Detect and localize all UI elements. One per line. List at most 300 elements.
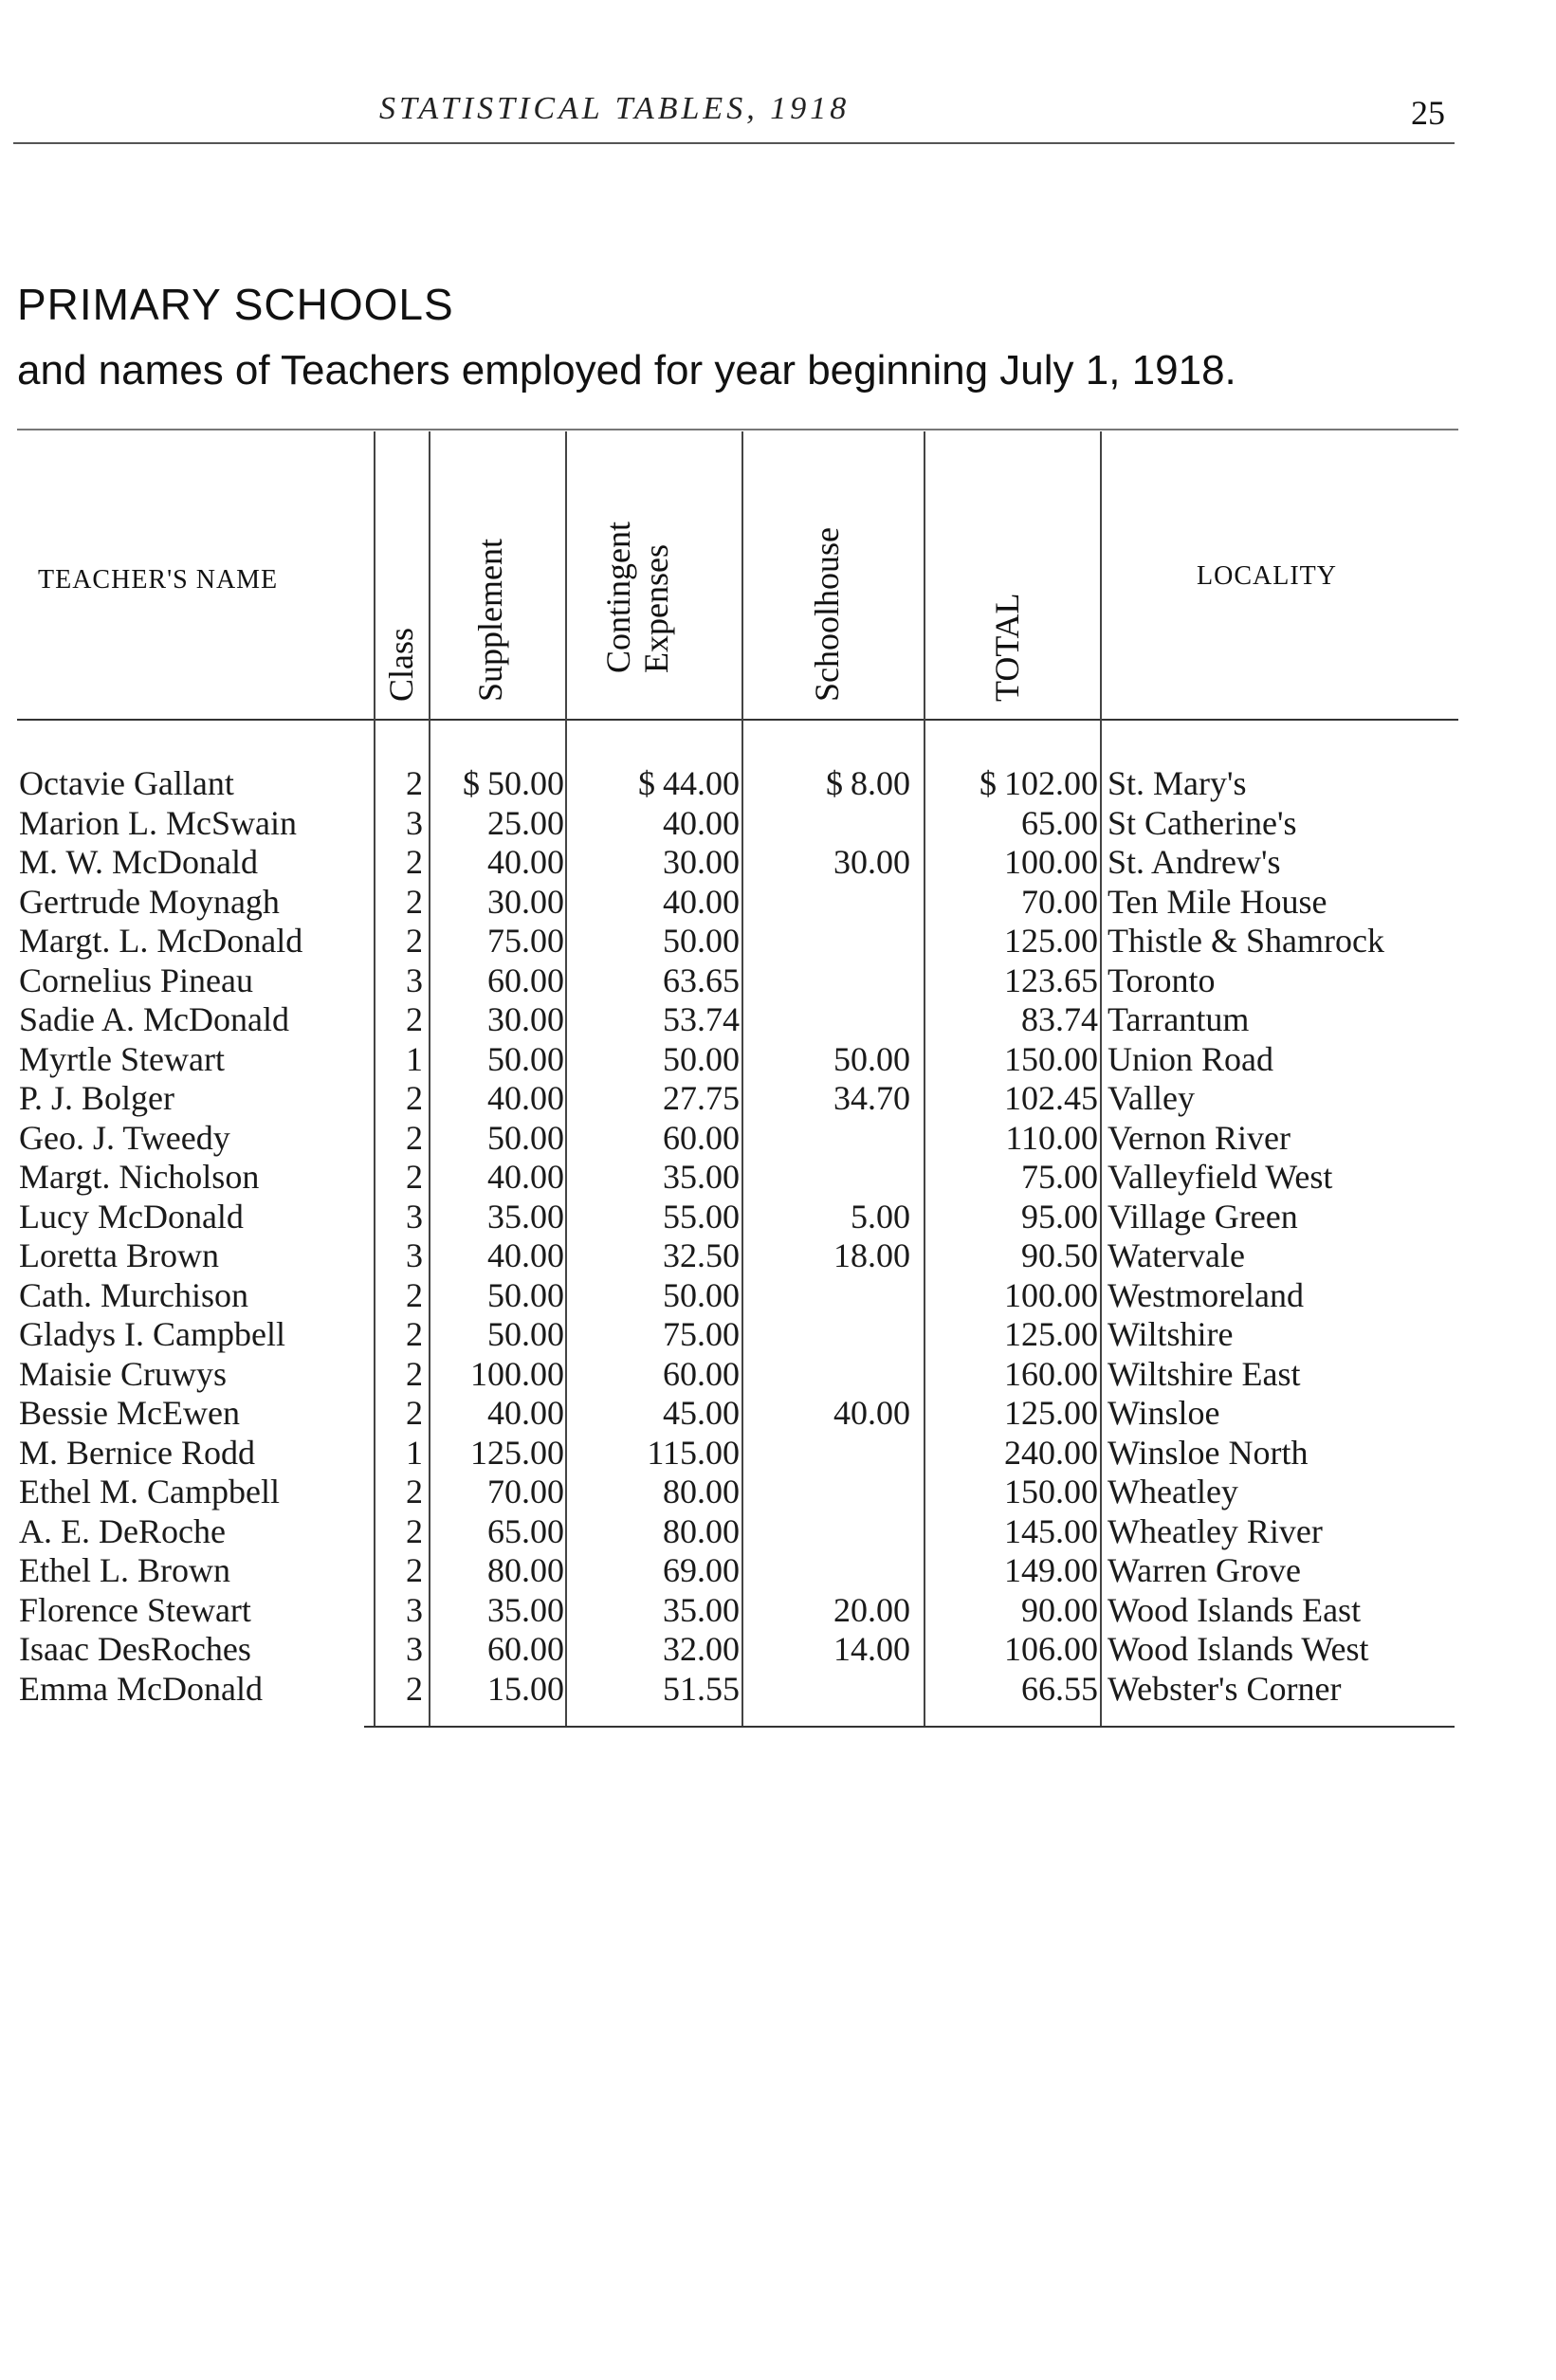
contingent-value — [569, 1512, 740, 1552]
teacher-name-text: M. W. McDonald — [19, 843, 258, 881]
table-row — [0, 843, 1556, 883]
class-value — [381, 961, 423, 1001]
dollar-sign: $ — [979, 764, 997, 802]
supplement-value — [431, 1434, 564, 1474]
locality-name-text: St Catherine's — [1108, 803, 1297, 842]
class-value — [381, 804, 423, 844]
class-value — [381, 1315, 423, 1355]
total-value — [918, 1630, 1098, 1670]
locality-name-text: Wheatley — [1108, 1473, 1238, 1510]
teacher-name — [19, 1355, 372, 1395]
total-value — [918, 1670, 1098, 1710]
supplement-value-text: 40.00 — [487, 1079, 564, 1117]
contingent-value-text: 60.00 — [663, 1354, 740, 1393]
contingent-value-text: 115.00 — [647, 1433, 740, 1472]
column-header-class: Class — [382, 627, 420, 702]
total-value-text: 145.00 — [1004, 1511, 1098, 1550]
contingent-value — [569, 1158, 740, 1198]
locality-name-text: Toronto — [1108, 961, 1216, 999]
supplement-value — [431, 1158, 564, 1198]
contingent-value — [569, 1473, 740, 1512]
supplement-value — [431, 1079, 564, 1119]
total-value — [918, 883, 1098, 923]
schoolhouse-value — [749, 1630, 910, 1670]
class-value-text: 1 — [406, 1433, 423, 1472]
teacher-name — [19, 922, 372, 961]
teacher-name — [19, 804, 372, 844]
column-header-expenses: Expenses — [637, 544, 675, 673]
teacher-name-text: Maisie Cruwys — [19, 1354, 227, 1393]
teacher-name-text: Myrtle Stewart — [19, 1039, 225, 1078]
total-value — [918, 1551, 1098, 1591]
supplement-value-text: 40.00 — [487, 1394, 564, 1432]
contingent-value — [569, 804, 740, 844]
teacher-name-text: Margt. L. McDonald — [19, 922, 303, 960]
total-value — [918, 1119, 1098, 1159]
supplement-value-text: 65.00 — [487, 1511, 564, 1550]
total-value — [918, 961, 1098, 1001]
locality-name-text: Wood Islands West — [1108, 1630, 1369, 1668]
total-value-text: 66.55 — [1021, 1669, 1098, 1708]
teacher-name — [19, 1158, 372, 1198]
locality-name — [1108, 922, 1468, 961]
teacher-name — [19, 843, 372, 883]
column-header-teacher: TEACHER'S NAME — [38, 565, 279, 595]
schoolhouse-value-text: 8.00 — [851, 764, 910, 802]
teacher-name — [19, 1670, 372, 1710]
class-value-text: 2 — [406, 1394, 423, 1432]
supplement-value-text: 35.00 — [487, 1590, 564, 1629]
teacher-name — [19, 1630, 372, 1670]
teacher-name — [19, 1079, 372, 1119]
contingent-value-text: 50.00 — [663, 1039, 740, 1078]
class-value-text: 2 — [406, 1079, 423, 1117]
class-value-text: 2 — [406, 1473, 423, 1510]
class-value — [381, 1158, 423, 1198]
schoolhouse-value — [749, 1394, 910, 1434]
contingent-value — [569, 764, 740, 804]
teacher-name-text: Ethel M. Campbell — [19, 1473, 280, 1510]
total-value — [918, 1315, 1098, 1355]
class-value — [381, 1040, 423, 1080]
total-value-text: 70.00 — [1021, 882, 1098, 921]
supplement-value-text: 50.00 — [487, 764, 564, 802]
supplement-value — [431, 1670, 564, 1710]
class-value-text: 2 — [406, 764, 423, 802]
total-value — [918, 1000, 1098, 1040]
contingent-value-text: 80.00 — [663, 1511, 740, 1550]
class-value-text: 2 — [406, 843, 423, 881]
table-row — [0, 1512, 1556, 1552]
total-value — [918, 843, 1098, 883]
contingent-value-text: 69.00 — [663, 1551, 740, 1589]
locality-name-text: Union Road — [1108, 1039, 1273, 1078]
class-value-text: 2 — [406, 1551, 423, 1589]
schoolhouse-value-text: 18.00 — [833, 1236, 910, 1274]
teacher-name — [19, 883, 372, 923]
teacher-name-text: Margt. Nicholson — [19, 1158, 260, 1196]
table-body — [0, 764, 1556, 1709]
schoolhouse-value-text: 5.00 — [851, 1197, 910, 1236]
locality-name — [1108, 1315, 1468, 1355]
teacher-name-text: P. J. Bolger — [19, 1079, 175, 1117]
total-value — [918, 1040, 1098, 1080]
page-number: 25 — [1411, 94, 1445, 132]
total-value-text: 125.00 — [1004, 1394, 1098, 1432]
supplement-value-text: 60.00 — [487, 1630, 564, 1668]
contingent-value — [569, 1591, 740, 1631]
teacher-name-text: Octavie Gallant — [19, 764, 234, 802]
table-header-rule — [17, 719, 1458, 721]
total-value — [918, 804, 1098, 844]
teacher-name — [19, 1276, 372, 1316]
teacher-name-text: Lucy McDonald — [19, 1197, 244, 1236]
locality-name — [1108, 764, 1468, 804]
supplement-value-text: 40.00 — [487, 1158, 564, 1196]
class-value — [381, 1079, 423, 1119]
supplement-value — [431, 1000, 564, 1040]
column-header-contingent-expenses — [599, 522, 675, 673]
supplement-value-text: 30.00 — [487, 1000, 564, 1038]
total-value — [918, 1158, 1098, 1198]
table-row — [0, 1551, 1556, 1591]
schoolhouse-value-text: 14.00 — [833, 1630, 910, 1668]
total-value-text: 90.50 — [1021, 1236, 1098, 1274]
locality-name — [1108, 1512, 1468, 1552]
supplement-value — [431, 1512, 564, 1552]
header-rule — [13, 142, 1455, 144]
supplement-value — [431, 843, 564, 883]
schoolhouse-value — [749, 843, 910, 883]
contingent-value — [569, 1355, 740, 1395]
schoolhouse-value-text: 20.00 — [833, 1590, 910, 1629]
total-value — [918, 1276, 1098, 1316]
contingent-value-text: 63.65 — [663, 961, 740, 999]
class-value-text: 2 — [406, 1000, 423, 1038]
class-value — [381, 764, 423, 804]
supplement-value — [431, 961, 564, 1001]
contingent-value-text: 75.00 — [663, 1315, 740, 1353]
locality-name — [1108, 843, 1468, 883]
total-value-text: 100.00 — [1004, 843, 1098, 881]
locality-name-text: Wheatley River — [1108, 1511, 1323, 1550]
supplement-value-text: 60.00 — [487, 961, 564, 999]
total-value-text: 150.00 — [1004, 1039, 1098, 1078]
contingent-value — [569, 1434, 740, 1474]
contingent-value-text: 45.00 — [663, 1394, 740, 1432]
contingent-value-text: 32.50 — [663, 1236, 740, 1274]
class-value — [381, 1355, 423, 1395]
locality-name-text: Wiltshire — [1108, 1315, 1234, 1353]
locality-name — [1108, 1079, 1468, 1119]
locality-name — [1108, 1434, 1468, 1474]
supplement-value-text: 70.00 — [487, 1473, 564, 1510]
page-subtitle: and names of Teachers employed for year beginning July 1, 1918. — [17, 347, 1236, 394]
locality-name — [1108, 1551, 1468, 1591]
locality-name-text: St. Mary's — [1108, 764, 1247, 802]
class-value-text: 2 — [406, 1315, 423, 1353]
supplement-value-text: 80.00 — [487, 1551, 564, 1589]
class-value-text: 2 — [406, 1511, 423, 1550]
column-header-total: TOTAL — [988, 593, 1026, 702]
total-value-text: 240.00 — [1004, 1433, 1098, 1472]
table-row — [0, 1630, 1556, 1670]
total-value — [918, 764, 1098, 804]
class-value — [381, 1198, 423, 1237]
class-value — [381, 1276, 423, 1316]
dollar-sign: $ — [826, 764, 843, 802]
contingent-value — [569, 883, 740, 923]
total-value — [918, 1473, 1098, 1512]
class-value-text: 3 — [406, 1630, 423, 1668]
total-value-text: 110.00 — [1005, 1118, 1098, 1157]
class-value-text: 2 — [406, 1354, 423, 1393]
supplement-value-text: 50.00 — [487, 1315, 564, 1353]
total-value — [918, 1198, 1098, 1237]
locality-name-text: Ten Mile House — [1108, 882, 1327, 921]
locality-name-text: Wood Islands East — [1108, 1590, 1362, 1629]
locality-name-text: Valleyfield West — [1108, 1158, 1333, 1196]
total-value-text: 83.74 — [1021, 1000, 1098, 1038]
supplement-value — [431, 1236, 564, 1276]
contingent-value — [569, 961, 740, 1001]
locality-name — [1108, 1198, 1468, 1237]
contingent-value-text: 27.75 — [663, 1079, 740, 1117]
page-title: PRIMARY SCHOOLS — [17, 280, 454, 329]
table-row — [0, 1276, 1556, 1316]
table-row — [0, 961, 1556, 1001]
teacher-name-text: Cornelius Pineau — [19, 961, 253, 999]
table-top-rule — [17, 429, 1458, 430]
locality-name-text: Webster's Corner — [1108, 1669, 1342, 1708]
class-value — [381, 1236, 423, 1276]
schoolhouse-value — [749, 1079, 910, 1119]
contingent-value-text: 32.00 — [663, 1630, 740, 1668]
teacher-name-text: Florence Stewart — [19, 1590, 251, 1629]
contingent-value-text: 50.00 — [663, 1275, 740, 1314]
contingent-value — [569, 1198, 740, 1237]
teacher-name — [19, 961, 372, 1001]
dollar-sign: $ — [463, 764, 480, 802]
table-row — [0, 1315, 1556, 1355]
class-value — [381, 1394, 423, 1434]
total-value-text: 106.00 — [1004, 1630, 1098, 1668]
locality-name — [1108, 1473, 1468, 1512]
schoolhouse-value-text: 50.00 — [833, 1039, 910, 1078]
total-value-text: 65.00 — [1021, 803, 1098, 842]
supplement-value — [431, 1276, 564, 1316]
supplement-value — [431, 1591, 564, 1631]
teacher-name-text: Gertrude Moynagh — [19, 882, 280, 921]
class-value — [381, 843, 423, 883]
class-value — [381, 1670, 423, 1710]
locality-name-text: Vernon River — [1108, 1118, 1291, 1157]
locality-name — [1108, 1630, 1468, 1670]
table-row — [0, 1040, 1556, 1080]
total-value-text: 160.00 — [1004, 1354, 1098, 1393]
teacher-name — [19, 1236, 372, 1276]
total-value-text: 125.00 — [1004, 1315, 1098, 1353]
supplement-value — [431, 1119, 564, 1159]
supplement-value — [431, 804, 564, 844]
supplement-value — [431, 1355, 564, 1395]
total-value-text: 75.00 — [1021, 1158, 1098, 1196]
supplement-value-text: 15.00 — [487, 1669, 564, 1708]
contingent-value-text: 53.74 — [663, 1000, 740, 1038]
teacher-name — [19, 1394, 372, 1434]
class-value-text: 1 — [406, 1039, 423, 1078]
teacher-name-text: Emma McDonald — [19, 1669, 263, 1708]
total-value — [918, 1512, 1098, 1552]
total-value — [918, 1394, 1098, 1434]
table-row — [0, 1000, 1556, 1040]
class-value — [381, 1551, 423, 1591]
schoolhouse-value — [749, 1198, 910, 1237]
class-value — [381, 1473, 423, 1512]
contingent-value-text: 35.00 — [663, 1158, 740, 1196]
schoolhouse-value — [749, 1236, 910, 1276]
locality-name — [1108, 1000, 1468, 1040]
teacher-name-text: Gladys I. Campbell — [19, 1315, 285, 1353]
contingent-value — [569, 1236, 740, 1276]
locality-name — [1108, 1591, 1468, 1631]
supplement-value-text: 75.00 — [487, 922, 564, 960]
locality-name — [1108, 1394, 1468, 1434]
table-row — [0, 1236, 1556, 1276]
teacher-name-text: Cath. Murchison — [19, 1275, 248, 1314]
teacher-name-text: Ethel L. Brown — [19, 1551, 230, 1589]
column-header-contingent: Contingent — [599, 522, 637, 673]
table-bottom-rule — [364, 1726, 1455, 1728]
table-row — [0, 883, 1556, 923]
teacher-name — [19, 1512, 372, 1552]
total-value-text: 90.00 — [1021, 1590, 1098, 1629]
locality-name-text: St. Andrew's — [1108, 843, 1281, 881]
class-value-text: 3 — [406, 1590, 423, 1629]
schoolhouse-value-text: 34.70 — [833, 1079, 910, 1117]
class-value-text: 2 — [406, 1158, 423, 1196]
supplement-value-text: 40.00 — [487, 843, 564, 881]
total-value-text: 150.00 — [1004, 1473, 1098, 1510]
supplement-value — [431, 922, 564, 961]
teacher-name-text: Bessie McEwen — [19, 1394, 240, 1432]
teacher-name-text: Loretta Brown — [19, 1236, 219, 1274]
schoolhouse-value-text: 40.00 — [833, 1394, 910, 1432]
teacher-name — [19, 1198, 372, 1237]
locality-name-text: Tarrantum — [1108, 1000, 1250, 1038]
teacher-name-text: A. E. DeRoche — [19, 1511, 226, 1550]
class-value-text: 3 — [406, 1236, 423, 1274]
total-value — [918, 1236, 1098, 1276]
class-value — [381, 1434, 423, 1474]
total-value-text: 149.00 — [1004, 1551, 1098, 1589]
teacher-name-text: Geo. J. Tweedy — [19, 1118, 230, 1157]
table-row — [0, 1394, 1556, 1434]
class-value-text: 2 — [406, 922, 423, 960]
locality-name-text: Valley — [1108, 1079, 1195, 1117]
teacher-name — [19, 764, 372, 804]
total-value-text: 123.65 — [1004, 961, 1098, 999]
contingent-value — [569, 1276, 740, 1316]
contingent-value — [569, 1000, 740, 1040]
class-value — [381, 1591, 423, 1631]
table-row — [0, 922, 1556, 961]
column-header-locality: LOCALITY — [1197, 561, 1337, 591]
supplement-value — [431, 1198, 564, 1237]
total-value — [918, 1434, 1098, 1474]
supplement-value-text: 25.00 — [487, 803, 564, 842]
table-row — [0, 1158, 1556, 1198]
total-value-text: 102.45 — [1004, 1079, 1098, 1117]
class-value-text: 3 — [406, 961, 423, 999]
class-value — [381, 1119, 423, 1159]
class-value — [381, 1000, 423, 1040]
running-head: STATISTICAL TABLES, 1918 — [379, 91, 851, 126]
locality-name — [1108, 1236, 1468, 1276]
contingent-value-text: 44.00 — [663, 764, 740, 802]
total-value — [918, 922, 1098, 961]
teacher-name — [19, 1473, 372, 1512]
class-value-text: 3 — [406, 1197, 423, 1236]
schoolhouse-value — [749, 764, 910, 804]
table-row — [0, 1119, 1556, 1159]
table-row — [0, 1434, 1556, 1474]
supplement-value — [431, 883, 564, 923]
table-row — [0, 1591, 1556, 1631]
dollar-sign: $ — [638, 764, 655, 802]
schoolhouse-value — [749, 1591, 910, 1631]
class-value — [381, 1630, 423, 1670]
locality-name — [1108, 1040, 1468, 1080]
class-value-text: 2 — [406, 1275, 423, 1314]
schoolhouse-value-text: 30.00 — [833, 843, 910, 881]
teacher-name-text: M. Bernice Rodd — [19, 1433, 255, 1472]
locality-name — [1108, 1119, 1468, 1159]
contingent-value — [569, 1551, 740, 1591]
supplement-value-text: 50.00 — [487, 1118, 564, 1157]
supplement-value-text: 40.00 — [487, 1236, 564, 1274]
locality-name — [1108, 1158, 1468, 1198]
locality-name-text: Winsloe — [1108, 1394, 1220, 1432]
table-row — [0, 1670, 1556, 1710]
contingent-value — [569, 1315, 740, 1355]
contingent-value-text: 60.00 — [663, 1118, 740, 1157]
locality-name-text: Watervale — [1108, 1236, 1246, 1274]
contingent-value — [569, 843, 740, 883]
contingent-value-text: 50.00 — [663, 922, 740, 960]
supplement-value-text: 35.00 — [487, 1197, 564, 1236]
supplement-value — [431, 1040, 564, 1080]
class-value-text: 3 — [406, 803, 423, 842]
contingent-value-text: 51.55 — [663, 1669, 740, 1708]
teacher-name — [19, 1591, 372, 1631]
contingent-value-text: 40.00 — [663, 882, 740, 921]
total-value-text: 102.00 — [1004, 764, 1098, 802]
teacher-name — [19, 1000, 372, 1040]
locality-name — [1108, 883, 1468, 923]
table-row — [0, 1355, 1556, 1395]
table-row — [0, 1198, 1556, 1237]
locality-name-text: Westmoreland — [1108, 1275, 1305, 1314]
class-value — [381, 883, 423, 923]
table-row — [0, 1473, 1556, 1512]
contingent-value-text: 35.00 — [663, 1590, 740, 1629]
contingent-value-text: 80.00 — [663, 1473, 740, 1510]
total-value-text: 125.00 — [1004, 922, 1098, 960]
contingent-value — [569, 1670, 740, 1710]
supplement-value — [431, 764, 564, 804]
teacher-name-text: Marion L. McSwain — [19, 803, 297, 842]
